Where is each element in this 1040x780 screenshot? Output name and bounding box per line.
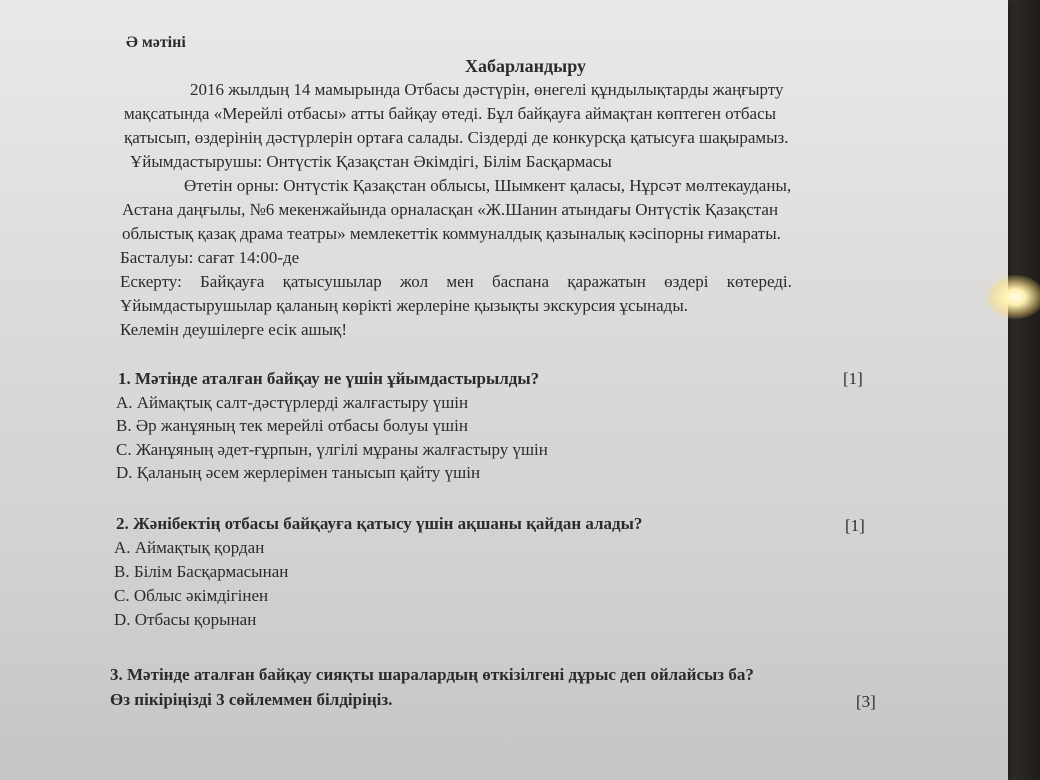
question-3-instruction: Өз пікіріңізді 3 сөйлеммен білдіріңіз. — [110, 690, 393, 709]
note-line: Ескерту: Байқауға қатысушылар жол мен баспана қаражатын өздері көтереді. — [120, 272, 792, 291]
venue-line: Астана даңғылы, №6 мекенжайында орналасқан «Ж.Шанин атындағы Онтүстік Қазақстан — [122, 200, 779, 219]
venue-line: Өтетін орны: Онтүстік Қазақстан облысы, Шымкент қаласы, Нұрсәт мөлтекауданы, — [184, 176, 792, 195]
question-1-option-a: A. Аймақтық салт-дәстүрлерді жалғастыру үшін — [116, 393, 469, 412]
venue-line: облыстық қазақ драма театры» мемлекеттік коммуналдық қазыналық кәсіпорны ғимараты. — [122, 224, 781, 243]
question-2-option-b: B. Білім Басқармасынан — [114, 562, 289, 581]
announcement-title: Хабарландыру — [465, 56, 586, 76]
question-2-option-c: C. Облыс әкімдігінен — [114, 586, 269, 605]
start-time-line: Басталуы: сағат 14:00-де — [120, 248, 300, 267]
announcement-paragraph-line: 2016 жылдың 14 мамырында Отбасы дәстүрін, өнегелі құндылықтарды жаңғырту — [190, 80, 784, 99]
announcement-paragraph-line: қатысып, өздерінің дәстүрлерін ортаға салады. Сіздерді де конкурсқа қатысуға шақырамыз. — [124, 128, 789, 147]
question-2-text: 2. Жәнібектің отбасы байқауға қатысу үшін ақшаны қайдан алады? — [116, 514, 643, 533]
question-2-option-d: D. Отбасы қорынан — [114, 610, 257, 629]
organizer-line: Ұйымдастырушы: Онтүстік Қазақстан Әкімдігі, Білім Басқармасы — [130, 152, 612, 171]
question-3-marks: [3] — [856, 692, 876, 711]
question-1-option-c: C. Жанұяның әдет-ғұрпын, үлгілі мұраны жалғастыру үшін — [116, 440, 548, 459]
section-label: Ә мәтіні — [126, 34, 186, 51]
announcement-paragraph-line: мақсатында «Мерейлі отбасы» атты байқау өтеді. Бұл байқауға аймақтан көптеген отбасы — [124, 104, 777, 123]
question-1-option-d: D. Қаланың әсем жерлерімен танысып қайту үшін — [116, 463, 481, 482]
light-glare — [985, 275, 1040, 319]
welcome-line: Келемін деушілерге есік ашық! — [120, 320, 347, 339]
question-3-text: 3. Мәтінде аталған байқау сияқты шаралардың өткізілгені дұрыс деп ойлайсыз ба? — [110, 665, 754, 684]
question-1-marks: [1] — [843, 369, 863, 388]
question-2-option-a: A. Аймақтық қордан — [114, 538, 265, 557]
question-2-marks: [1] — [845, 516, 865, 535]
question-1-text: 1. Мәтінде аталған байқау не үшін ұйымдастырылды? — [118, 369, 540, 388]
note-line: Ұйымдастырушылар қаланың көрікті жерлеріне қызықты экскурсия ұсынады. — [120, 296, 688, 315]
question-1-option-b: B. Әр жанұяның тек мерейлі отбасы болуы үшін — [116, 416, 468, 435]
